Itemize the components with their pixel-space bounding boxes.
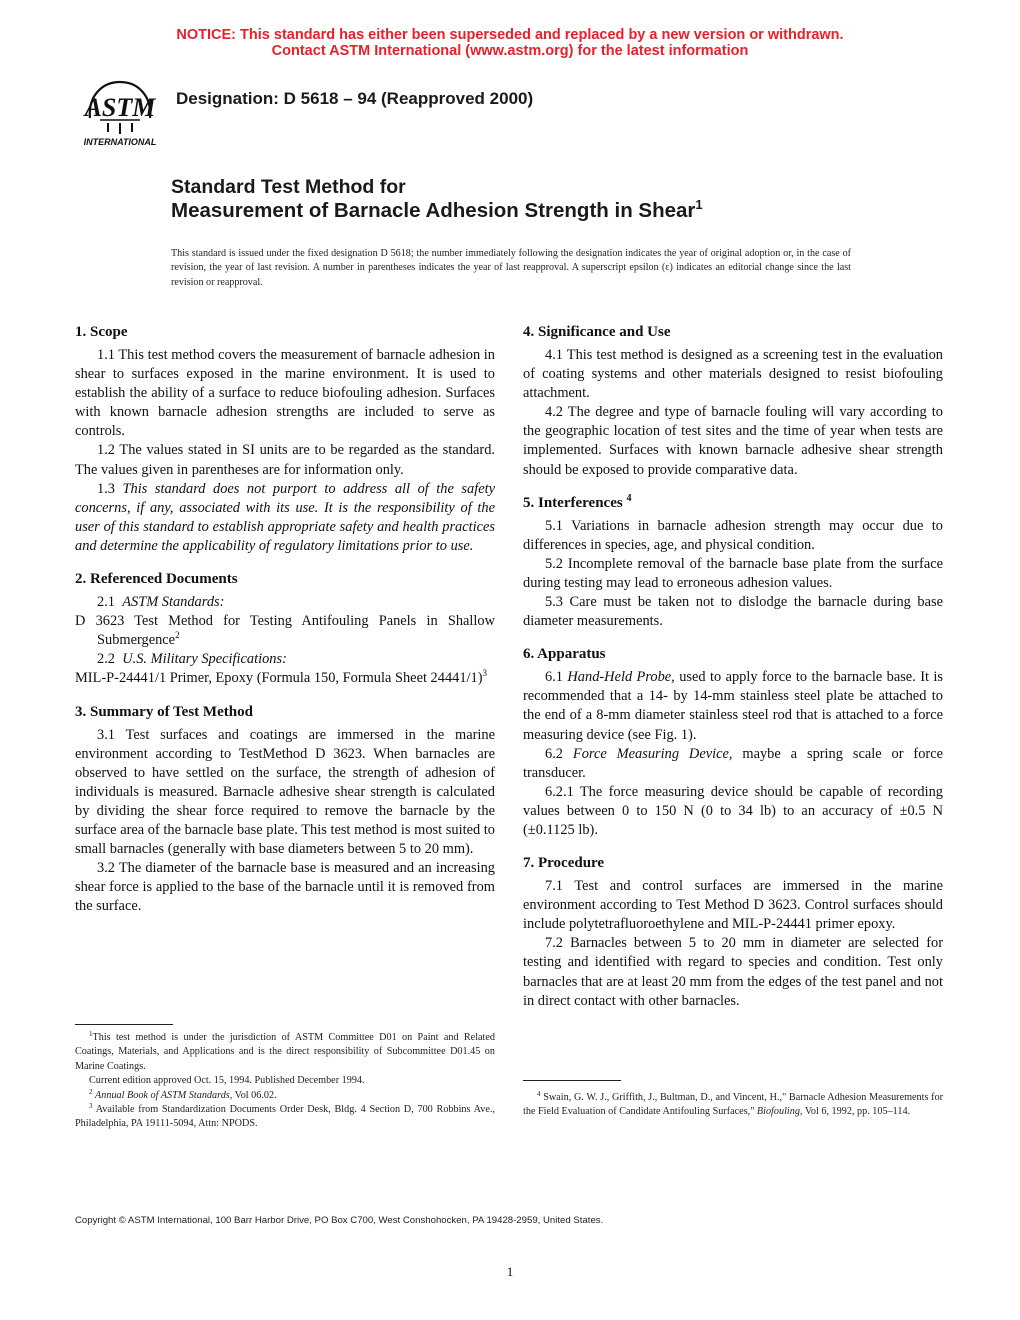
footnote-ref[interactable]: 4 <box>626 492 632 504</box>
section-heading: 1. Scope <box>75 324 128 340</box>
svg-text:ASTM: ASTM <box>84 93 156 122</box>
right-column <box>523 322 943 1024</box>
subsection-number: 2.2 <box>97 651 115 668</box>
copyright: Copyright © ASTM International, 100 Barr Harbor Drive, PO Box C700, West Conshohocken, PA 19428-2959, United States. <box>75 1215 604 1226</box>
term: Hand-Held Probe, <box>567 669 675 686</box>
title-line-2 <box>171 199 703 223</box>
section-heading: 3. Summary of Test Method <box>75 703 253 720</box>
section-heading: 2. Referenced Documents <box>75 571 238 588</box>
footnote-number: 2 <box>89 1087 93 1096</box>
section-heading: 4. Significance and Use <box>523 324 671 340</box>
subsection-number: 2.1 <box>97 594 115 611</box>
notice-line-2: Contact ASTM International (www.astm.org) for the latest information <box>271 43 749 59</box>
footnote-text: Swain, G. W. J., Griffith, J., Bultman, D., and Vincent, H.," Barnacle Adhesion Measurements for the Field Evaluation of Candidate Antifouling Surfaces," <box>523 1092 944 1118</box>
footnote-number: 1 <box>89 1030 93 1038</box>
title-line-1: Standard Test Method for <box>171 176 406 198</box>
section-summary <box>75 702 495 917</box>
footnote-ref[interactable]: 2 <box>175 630 180 641</box>
footnote-text: Available from Standardization Documents Order Desk, Bldg. 4 Section D, 700 Robbins Ave., Philadelphia, PA 19111-5094, Attn: NPODS. <box>75 1104 495 1130</box>
footnote-3 <box>75 1103 495 1132</box>
section-scope <box>75 322 495 556</box>
paragraph: 3.1 Test surfaces and coatings are immersed in the marine environment according to TestMethod D 3623. When barnacles are observed to have settled on the surface, the strength of adhesion of individuals is measured. Barnacle adhesive shear strength is calculated by dividing the shear force required to remove the barnacle by the surface area of the barnacle base plate. This test method is most suited to small barnacles (generally with base diameters between 5 to 20 mm). <box>75 726 495 858</box>
astm-logo-icon <box>78 74 162 148</box>
notice-line-1: NOTICE: This standard has either been superseded and replaced by a new version or withdrawn. <box>176 27 844 43</box>
withdrawal-notice <box>0 27 1020 59</box>
term: Force Measuring Device, <box>572 745 733 762</box>
astm-logo <box>78 74 162 148</box>
subsection-title: U.S. Military Specifications: <box>122 651 287 668</box>
reference-item <box>75 669 495 688</box>
paragraph <box>75 480 495 556</box>
reference-item <box>75 612 495 650</box>
paragraph: 5.3 Care must be taken not to dislodge the barnacle during base diameter measurements. <box>523 594 943 630</box>
paragraph: 5.2 Incomplete removal of the barnacle base plate from the surface during testing may lead to erroneous adhesion values. <box>523 555 943 591</box>
paragraph: 7.2 Barnacles between 5 to 20 mm in diameter are selected for testing and identified with regard to species and condition. Test only barnacles that are at least 20 mm from the edges of the test panel and not in direct contact with other barnacles. <box>523 935 943 1009</box>
footnote-1b: Current edition approved Oct. 15, 1994. Published December 1994. <box>89 1075 365 1087</box>
paragraph-number: 6.1 <box>545 669 563 686</box>
svg-text:INTERNATIONAL: INTERNATIONAL <box>83 137 157 147</box>
paragraph: 5.1 Variations in barnacle adhesion strength may occur due to differences in species, age, and physical condition. <box>523 517 943 553</box>
issued-note: This standard is issued under the fixed designation D 5618; the number immediately following the designation indicates the year of original adoption or, in the case of revision, the year of last revision. A number in parentheses indicates the year of last reapproval. A superscript epsilon (ε) indicates an editorial change since the last revision or reapproval. <box>171 248 851 288</box>
reference-text: D 3623 Test Method for Testing Antifouling Panels in Shallow Submergence <box>75 613 495 649</box>
footnote-title: Annual Book of ASTM Standards, <box>95 1089 233 1101</box>
paragraph <box>523 668 943 744</box>
subsection-label <box>75 593 495 612</box>
footnote-number: 4 <box>537 1090 541 1098</box>
title-footnote-ref[interactable]: 1 <box>695 197 703 212</box>
footnote-1 <box>75 1031 495 1074</box>
footnote-text: Vol 06.02. <box>234 1089 277 1101</box>
footnote-text: This test method is under the jurisdiction of ASTM Committee D01 on Paint and Related Coatings, Materials, and Applications and is the direct responsibility of Subcommittee D01.45 on Marine Coatings. <box>75 1032 495 1072</box>
footnote-ref[interactable]: 3 <box>482 668 488 679</box>
section-procedure <box>523 853 943 1011</box>
paragraph-number: 6.2 <box>545 745 563 762</box>
section-referenced-documents <box>75 569 495 688</box>
subsection-title: ASTM Standards: <box>122 594 225 611</box>
paragraph-text: used to apply force to the barnacle base. It is recommended that a 14- by 14-mm stainless steel plate be attached to the end of a 8-mm diameter stainless steel rod that is attached to a force measuring device (see Fig. 1). <box>523 669 943 743</box>
footnotes-left <box>75 1031 495 1132</box>
footnote-2 <box>75 1089 495 1103</box>
page-number: 1 <box>506 1264 514 1279</box>
footnote-divider-left <box>75 1024 173 1025</box>
heading-text: 5. Interferences <box>523 494 623 511</box>
journal-title: Biofouling, <box>756 1106 803 1118</box>
left-column <box>75 322 495 929</box>
paragraph: 4.1 This test method is designed as a screening test in the evaluation of coating systems and other materials designed to resist biofouling attachment. <box>523 347 943 402</box>
footnotes-right <box>523 1091 943 1120</box>
reference-text: MIL-P-24441/1 Primer, Epoxy (Formula 150, Formula Sheet 24441/1) <box>75 670 483 687</box>
title-text: Measurement of Barnacle Adhesion Strength in Shear <box>171 199 696 222</box>
subsection-label <box>75 650 495 669</box>
footnote-divider-right <box>523 1080 621 1081</box>
footnote-number: 3 <box>89 1102 93 1111</box>
section-heading <box>523 493 943 513</box>
section-significance <box>523 322 943 480</box>
designation: Designation: D 5618 – 94 (Reapproved 2000) <box>176 89 534 108</box>
section-apparatus <box>523 644 943 840</box>
section-heading: 6. Apparatus <box>523 646 606 663</box>
paragraph: 1.2 The values stated in SI units are to be regarded as the standard. The values given in parentheses are for information only. <box>75 442 495 478</box>
paragraph: 1.1 This test method covers the measurement of barnacle adhesion in shear to surfaces exposed in the marine environment. It is used to establish the ability of a surface to reduce biofouling adhesion. Surfaces with known barnacle adhesion strengths are included to serve as controls. <box>75 347 495 440</box>
paragraph: 4.2 The degree and type of barnacle fouling will vary according to the geographic location of test sites and the time of year when tests are implemented. Surfaces with known barnacle adhesive shear strength should be exposed to provide comparative data. <box>523 404 943 478</box>
paragraph-text: maybe a spring scale or force transducer. <box>523 745 943 781</box>
section-interferences <box>523 493 943 632</box>
footnote-4 <box>523 1091 943 1120</box>
paragraph: 3.2 The diameter of the barnacle base is measured and an increasing shear force is applied to the base of the barnacle until it is removed from the surface. <box>75 860 495 915</box>
paragraph: 6.2.1 The force measuring device should be capable of recording values between 0 to 150 N (0 to 34 lb) to an accuracy of ±0.5 N (±0.1125 lb). <box>523 783 943 838</box>
paragraph-number: 1.3 <box>97 480 115 497</box>
safety-caveat: This standard does not purport to address all of the safety concerns, if any, associated with its use. It is the responsibility of the user of this standard to establish appropriate safety and health practices and determine the applicability of regulatory limitations prior to use. <box>75 480 495 554</box>
section-heading: 7. Procedure <box>523 855 605 872</box>
paragraph: 7.1 Test and control surfaces are immersed in the marine environment according to Test Method D 3623. Control surfaces should include polytetrafluoroethylene and MIL-P-24441 primer epoxy. <box>523 878 943 933</box>
footnote-text-end: Vol 6, 1992, pp. 105–114. <box>804 1106 911 1118</box>
paragraph <box>523 745 943 783</box>
